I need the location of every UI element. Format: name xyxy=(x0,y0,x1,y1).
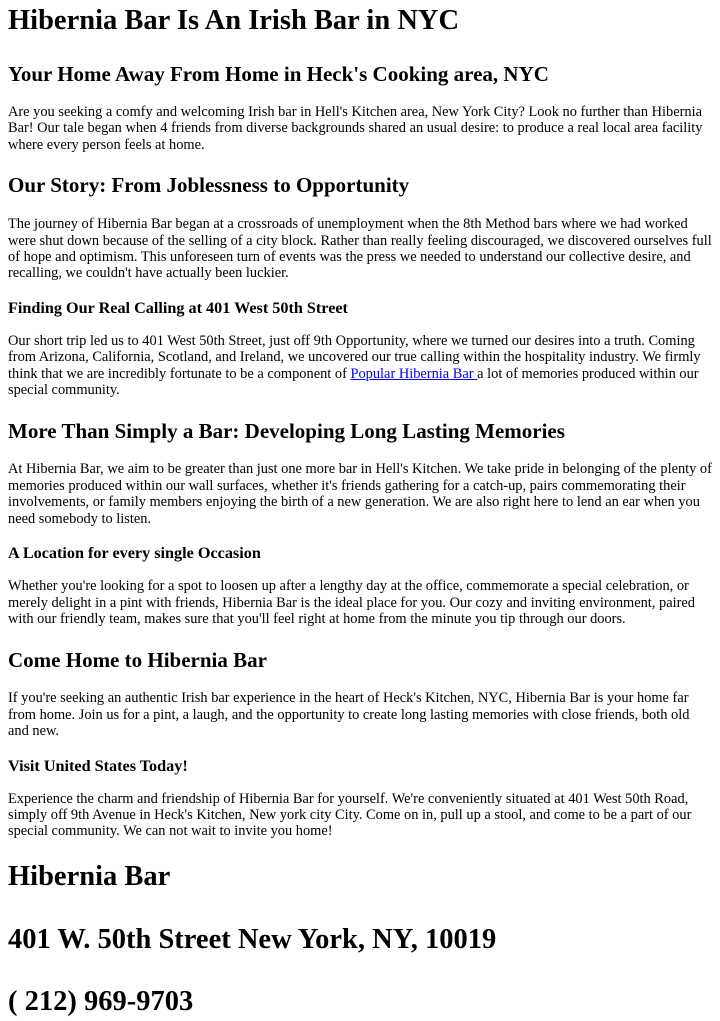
story-paragraph: The journey of Hibernia Bar began at a crossroads of unemployment when the 8th Method bars where we had worked were shut down because of the selling of a city block. Rather than really feeling discouraged, we discovered ourselves full of hope and optimism. This unforeseen turn of events was the press we needed to understand our collective desire, and recalling, we couldn't have actually been luckier. xyxy=(8,216,712,282)
occasion-paragraph: Whether you're looking for a spot to loosen up after a lengthy day at the office, commemorate a special celebration, or merely delight in a pint with friends, Hibernia Bar is the ideal place for you. Our cozy and inviting environment, paired with our friendly team, makes sure that you'll feel right at home from the minute you tip through our doors. xyxy=(8,578,695,627)
memories-heading: More Than Simply a Bar: Developing Long Lasting Memories xyxy=(8,419,565,444)
visit-paragraph: Experience the charm and friendship of Hibernia Bar for yourself. We're conveniently situated at 401 West 50th Road, simply off 9th Avenue in Heck's Kitchen, New york city City. Come on in, pull up a stool, and come to be a part of our special community. We can not wait to invite you home! xyxy=(8,790,692,840)
article xyxy=(0,4,720,1019)
calling-paragraph xyxy=(8,333,712,399)
calling-text-after: a lot of memories produced within our special community. xyxy=(8,365,699,399)
occasion-heading: A Location for every single Occasion xyxy=(8,544,261,563)
footer-address: 401 W. 50th Street New York, NY, 10019 xyxy=(8,923,497,955)
come-home-heading: Come Home to Hibernia Bar xyxy=(8,648,267,673)
footer-business-name: Hibernia Bar xyxy=(8,860,171,892)
footer-phone: ( 212) 969-9703 xyxy=(8,985,194,1017)
come-home-paragraph: If you're seeking an authentic Irish bar experience in the heart of Heck's Kitchen, NYC, Hibernia Bar is your home far from home. Join us for a pint, a laugh, and the opportunity to create long lasting memories with close friends, both old and new. xyxy=(8,690,690,740)
popular-hibernia-bar-link[interactable]: Popular Hibernia Bar xyxy=(350,365,478,382)
memories-paragraph: At Hibernia Bar, we aim to be greater than just one more bar in Hell's Kitchen. We take pride in belonging of the plenty of memories produced within our wall surfaces, whether it's friends gathering for a catch-up, pairs commemorating their involvements, or family members enjoying the birth of a new generation. We are also right here to lend an ear when you need somebody to listen. xyxy=(8,461,712,527)
visit-heading: Visit United States Today! xyxy=(8,756,188,775)
intro-heading: Your Home Away From Home in Heck's Cooking area, NYC xyxy=(8,62,549,86)
story-heading: Our Story: From Joblessness to Opportunity xyxy=(8,173,410,198)
calling-heading: Finding Our Real Calling at 401 West 50th Street xyxy=(8,298,348,317)
page-title: Hibernia Bar Is An Irish Bar in NYC xyxy=(8,5,460,36)
calling-text-before: Our short trip led us to 401 West 50th Street, just off 9th Opportunity, where we turned our desires into a truth. Coming from Arizona, California, Scotland, and Ireland, we uncovered our true calling within the hospitality industry. We firmly think that we are incredibly fortunate to be a component of xyxy=(8,332,701,382)
intro-paragraph: Are you seeking a comfy and welcoming Irish bar in Hell's Kitchen area, New York City? Look no further than Hibernia Bar! Our tale began when 4 friends from diverse backgrounds shared an usual desire: to produce a real local area facility where every person feels at home. xyxy=(8,104,703,153)
